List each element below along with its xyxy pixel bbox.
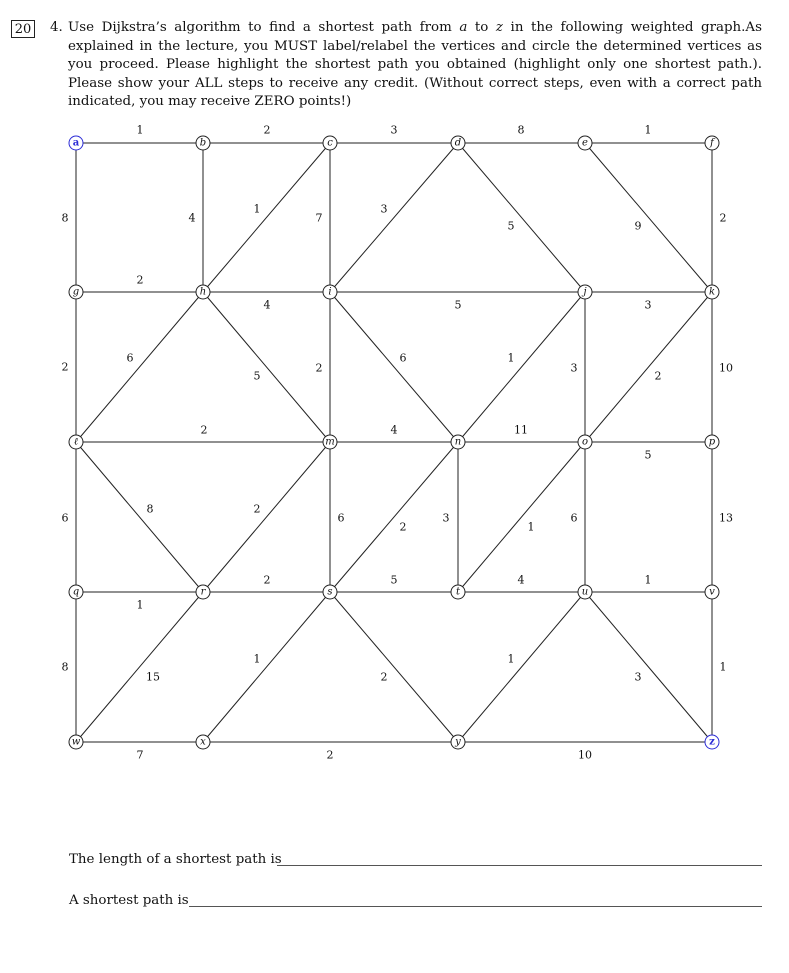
edge-weight-c-d: 3 (390, 123, 398, 137)
vertex-label: ℓ (73, 436, 79, 448)
edge-weight-m-s: 6 (337, 511, 345, 525)
vertex-w (69, 735, 83, 749)
answer-length-blank[interactable] (277, 865, 762, 866)
vertex-label: v (709, 586, 715, 598)
vertex-label: s (327, 586, 333, 598)
vertex-s (323, 585, 337, 599)
problem-text-part: to (467, 20, 496, 35)
vertex-z (705, 735, 719, 749)
vertex-label: u (581, 586, 589, 598)
edge-weight-t-u: 4 (517, 573, 525, 587)
edge-weight-n-j: 1 (507, 351, 515, 365)
edge-weight-q-r: 1 (136, 598, 144, 612)
edge-weight-e-f: 1 (644, 123, 652, 137)
edge-weight-m-n: 4 (390, 423, 398, 437)
vertex-label: p (708, 436, 716, 448)
edge-i-d (330, 143, 458, 292)
edge-weight-t-o: 1 (527, 520, 535, 534)
edge-n-j (458, 292, 585, 442)
edge-weight-r-m: 2 (253, 502, 261, 516)
edge-weight-a-b: 1 (136, 123, 144, 137)
edge-weight-h-l: 6 (126, 351, 134, 365)
vertex-v (705, 585, 719, 599)
edge-weight-b-h: 4 (188, 211, 196, 225)
edge-weight-i-m: 2 (315, 361, 323, 375)
edge-weight-l-m: 2 (200, 423, 208, 437)
vertex-label: k (708, 286, 716, 298)
answer-length-label: The length of a shortest path is (69, 852, 282, 867)
vertex-label: o (581, 436, 589, 448)
vertex-label: c (327, 137, 333, 149)
edge-weight-i-j: 5 (454, 298, 462, 312)
vertex-i (323, 285, 337, 299)
vertex-label: y (455, 736, 461, 748)
edge-h-l (76, 292, 203, 442)
vertex-q (69, 585, 83, 599)
vertex-u (578, 585, 592, 599)
edge-weight-k-o: 2 (654, 369, 662, 383)
vertex-label: i (328, 286, 332, 298)
edge-weight-h-c: 1 (253, 202, 261, 216)
edge-weight-q-w: 8 (61, 660, 69, 674)
vertex-label: a (72, 137, 80, 149)
edge-i-n (330, 292, 458, 442)
points-box: 20 (11, 20, 35, 38)
edge-weight-p-v: 13 (719, 511, 733, 525)
edge-s-y (330, 592, 458, 742)
vertex-f (705, 136, 719, 150)
edge-weight-o-u: 6 (570, 511, 578, 525)
vertex-g (69, 285, 83, 299)
edge-weight-i-n: 6 (399, 351, 407, 365)
vertex-a (69, 136, 83, 150)
edge-weight-b-c: 2 (263, 123, 271, 137)
vertex-label: w (71, 736, 81, 748)
edge-d-j (458, 143, 585, 292)
vertex-n (451, 435, 465, 449)
vertex-label: q (72, 586, 80, 598)
vertex-t (451, 585, 465, 599)
edges-layer (73, 143, 712, 742)
vertex-h (196, 285, 210, 299)
edge-weight-s-t: 5 (390, 573, 398, 587)
edge-weight-s-n: 2 (399, 520, 407, 534)
answer-path (69, 893, 189, 908)
problem-text-part: Use Dijkstra’s algorithm to find a shortest path from (68, 20, 460, 35)
edge-weight-g-h: 2 (136, 273, 144, 287)
vertex-r (196, 585, 210, 599)
edge-w-r (76, 592, 203, 742)
vertex-label: b (199, 137, 207, 149)
vertex-o (578, 435, 592, 449)
edge-k-o (585, 292, 712, 442)
edge-weight-e-k: 9 (634, 219, 642, 233)
vertex-label: m (325, 436, 335, 448)
vertex-x (196, 735, 210, 749)
vertex-label: d (454, 137, 462, 149)
edge-weight-u-v: 1 (644, 573, 652, 587)
edge-h-m (200, 292, 330, 442)
vertex-label: t (455, 586, 461, 598)
vertex-label: g (72, 286, 80, 298)
edge-u-z (585, 592, 712, 742)
edge-weight-v-z: 1 (719, 660, 727, 674)
edge-weight-s-x: 1 (253, 652, 261, 666)
edge-y-u (458, 592, 585, 742)
edge-s-x (203, 592, 330, 742)
edge-weight-j-k: 3 (644, 298, 652, 312)
edge-weight-i-d: 3 (380, 202, 388, 216)
edge-weight-w-r: 15 (146, 670, 160, 684)
edge-weight-n-o: 11 (514, 423, 528, 437)
edge-e-k (585, 143, 712, 292)
edge-weight-r-s: 2 (263, 573, 271, 587)
edge-l-r (76, 442, 203, 592)
edge-r-m (203, 442, 330, 592)
vertex-y (451, 735, 465, 749)
vertex-l (69, 435, 83, 449)
edge-weight-w-x: 7 (136, 748, 144, 762)
vertex-label: j (583, 286, 587, 298)
edge-weight-n-t: 3 (442, 511, 450, 525)
vertex-d (451, 136, 465, 150)
edge-weight-j-o: 3 (570, 361, 578, 375)
edge-weight-o-p: 5 (644, 448, 652, 462)
edge-h-c (203, 143, 330, 292)
vertex-label: f (710, 137, 714, 149)
answer-length (69, 852, 282, 867)
edge-weight-d-e: 8 (517, 123, 525, 137)
problem-text-var-a: a (459, 20, 468, 35)
edge-weight-l-q: 6 (61, 511, 69, 525)
edge-weight-l-r: 8 (146, 502, 154, 516)
answer-path-blank[interactable] (189, 906, 762, 907)
vertex-p (705, 435, 719, 449)
vertex-k (705, 285, 719, 299)
problem-text-part: in the following weighted graph.As explained in the lecture, you MUST label/relabel the vertices and circle the determined vertices as you proceed. Please highlight the shortest path you obtained (highlight only one shortest path.). Please show your ALL steps to receive any credit. (Without correct steps, even with a correct path indicated, you may receive ZERO points!) (68, 20, 762, 109)
edge-weight-a-g: 8 (61, 211, 69, 225)
vertex-label: h (199, 286, 207, 298)
vertex-m (323, 435, 337, 449)
problem-text-var-z: z (495, 20, 503, 35)
vertex-e (578, 136, 592, 150)
vertex-label: n (454, 436, 462, 448)
edge-s-n (330, 442, 458, 592)
edge-weight-x-y: 2 (326, 748, 334, 762)
vertex-label: x (200, 736, 206, 748)
edge-weight-d-j: 5 (507, 219, 515, 233)
vertex-label: r (200, 586, 206, 598)
edge-weight-g-l: 2 (61, 360, 69, 374)
vertex-c (323, 136, 337, 150)
edge-t-o (458, 442, 585, 592)
vertex-j (578, 285, 592, 299)
edge-weight-h-i: 4 (263, 298, 271, 312)
vertex-label: z (709, 736, 715, 748)
edge-weight-y-z: 10 (578, 748, 592, 762)
edge-weight-h-m: 5 (253, 369, 261, 383)
answer-path-label: A shortest path is (69, 893, 189, 908)
edge-weight-f-k: 2 (719, 211, 727, 225)
edge-weight-c-i: 7 (315, 211, 323, 225)
vertex-b (196, 136, 210, 150)
edge-weight-k-p: 10 (719, 361, 733, 375)
edge-weight-y-u: 1 (507, 652, 515, 666)
edge-weight-u-z: 3 (634, 670, 642, 684)
edge-weight-s-y: 2 (380, 670, 388, 684)
vertex-label: e (582, 137, 588, 149)
problem-number: 4. (50, 20, 63, 35)
